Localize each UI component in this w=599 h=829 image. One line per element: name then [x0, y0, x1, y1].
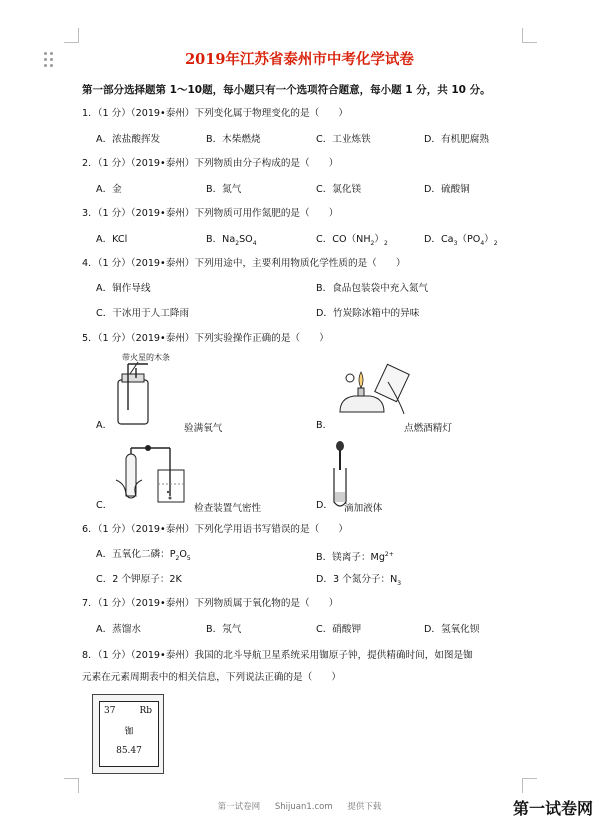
q1-option-a[interactable]: A．浓盐酸挥发	[96, 134, 161, 145]
q3-option-c[interactable]	[316, 234, 388, 250]
page-corner-mark	[522, 28, 537, 43]
q5-option-a-caption: 验满氧气	[184, 423, 223, 434]
q7-option-b[interactable]: B．氖气	[206, 624, 242, 635]
q4-option-c[interactable]: C．干冰用于人工降雨	[96, 308, 190, 319]
q5-option-b[interactable]: B．	[316, 420, 333, 431]
q3-option-c-label: C．CO（NH	[316, 234, 371, 245]
section-heading: 第一部分选择题第 1～10题，每小题只有一个选项符合题意，每小题 1 分，共 10 分。	[82, 84, 491, 96]
q5-option-d[interactable]: D．	[316, 500, 333, 511]
q1-option-d[interactable]: D．有机肥腐熟	[424, 134, 489, 145]
q7-option-c[interactable]: C．硝酸钾	[316, 624, 362, 635]
q5-option-c-caption: 检查装置气密性	[194, 503, 262, 514]
q6-option-b[interactable]	[316, 549, 394, 564]
atomic-number: 37	[104, 706, 116, 716]
element-card-inner	[99, 701, 159, 767]
q3-option-a[interactable]: A．KCl	[96, 234, 128, 245]
formula-part: （PO	[457, 234, 481, 245]
q7-option-d[interactable]: D．氢氧化钡	[424, 624, 480, 635]
q6-option-b-label: B．镁离子：Mg	[316, 552, 385, 564]
atomic-mass: 85.47	[116, 746, 142, 756]
page-corner-mark	[522, 778, 537, 793]
q6-option-d[interactable]	[316, 574, 401, 590]
figure-airtightness-check	[112, 444, 196, 510]
footer-site-name: 第一试卷网	[217, 802, 261, 812]
element-card-rubidium	[92, 694, 164, 774]
question-1-stem: 1．（1 分）（2019•泰州）下列变化属于物理变化的是（ ）	[82, 108, 348, 119]
q3-option-d-label: D．Ca	[424, 234, 454, 245]
question-3-stem: 3．（1 分）（2019•泰州）下列物质可用作氮肥的是（ ）	[82, 208, 339, 219]
question-8-stem-line2: 元素在元素周期表中的相关信息，下列说法正确的是（ ）	[82, 672, 342, 683]
page-footer	[0, 800, 599, 812]
subscript: 3	[453, 239, 458, 247]
q3-option-b[interactable]	[206, 234, 257, 250]
page-corner-mark	[64, 28, 79, 43]
q4-option-d[interactable]: D．竹炭除冰箱中的异味	[316, 308, 420, 319]
q3-option-b-label: B．Na	[206, 234, 236, 245]
q7-option-a[interactable]: A．蒸馏水	[96, 624, 141, 635]
q5-option-d-caption: 滴加液体	[344, 503, 383, 514]
subscript: 3	[397, 579, 402, 587]
question-5-stem: 5．（1 分）（2019•泰州）下列实验操作正确的是（ ）	[82, 333, 329, 344]
figure-alcohol-lamp	[330, 362, 410, 432]
question-6-stem: 6．（1 分）（2019•泰州）下列化学用语书写错误的是（ ）	[82, 524, 348, 535]
subscript: 5	[186, 554, 191, 562]
question-4-stem: 4．（1 分）（2019•泰州）下列用途中，主要利用物质化学性质的是（ ）	[82, 258, 406, 269]
subscript: 2	[493, 239, 498, 247]
subscript: 2	[175, 554, 180, 562]
q1-option-b[interactable]: B．木柴燃烧	[206, 134, 261, 145]
q3-option-d[interactable]	[424, 234, 498, 250]
page-corner-mark	[64, 778, 79, 793]
superscript: 2+	[384, 551, 394, 558]
q6-option-a-label: A．五氧化二磷：P	[96, 549, 176, 560]
q2-option-c[interactable]: C．氯化镁	[316, 184, 362, 195]
formula-part: O	[179, 549, 187, 560]
q2-option-b[interactable]: B．氮气	[206, 184, 242, 195]
q6-option-c[interactable]: C．2 个钾原子：2K	[96, 574, 182, 585]
q4-option-a[interactable]: A．铜作导线	[96, 283, 151, 294]
subscript: 2	[370, 239, 375, 247]
q4-option-b[interactable]: B．食品包装袋中充入氮气	[316, 283, 429, 294]
q5-option-a[interactable]: A．	[96, 420, 113, 431]
subscript: 4	[252, 239, 257, 247]
footer-download-text: 提供下载	[347, 802, 382, 812]
formula-part: ）	[484, 234, 494, 245]
subscript: 2	[383, 239, 388, 247]
question-8-stem: 8．（1 分）（2019•泰州）我国的北斗导航卫星系统采用铷原子钟，提供精确时间，如图是铷	[82, 650, 473, 661]
subscript: 4	[480, 239, 485, 247]
q6-option-d-label: D．3 个氮分子：N	[316, 574, 398, 585]
q1-option-c[interactable]: C．工业炼铁	[316, 134, 371, 145]
q2-option-a[interactable]: A．金	[96, 184, 122, 195]
q5-option-c[interactable]: C．	[96, 500, 113, 511]
brand-watermark: 第一试卷网	[512, 799, 593, 818]
question-7-stem: 7．（1 分）（2019•泰州）下列物质属于氧化物的是（ ）	[82, 598, 339, 609]
subscript: 2	[235, 239, 240, 247]
element-name: 铷	[124, 727, 134, 737]
figure-oxygen-test	[108, 360, 168, 428]
figure-label-glowing-splint: 带火星的木条	[122, 353, 170, 362]
exam-title: 2019年江苏省泰州市中考化学试卷	[185, 51, 414, 68]
formula-part: SO	[239, 234, 253, 245]
q2-option-d[interactable]: D．硫酸铜	[424, 184, 470, 195]
footer-site-url[interactable]: Shijuan1.com	[274, 802, 333, 812]
q5-option-b-caption: 点燃酒精灯	[404, 423, 452, 434]
question-2-stem: 2．（1 分）（2019•泰州）下列物质由分子构成的是（ ）	[82, 158, 339, 169]
formula-part: ）	[374, 234, 384, 245]
element-symbol: Rb	[139, 706, 152, 716]
q6-option-a[interactable]	[96, 549, 191, 565]
